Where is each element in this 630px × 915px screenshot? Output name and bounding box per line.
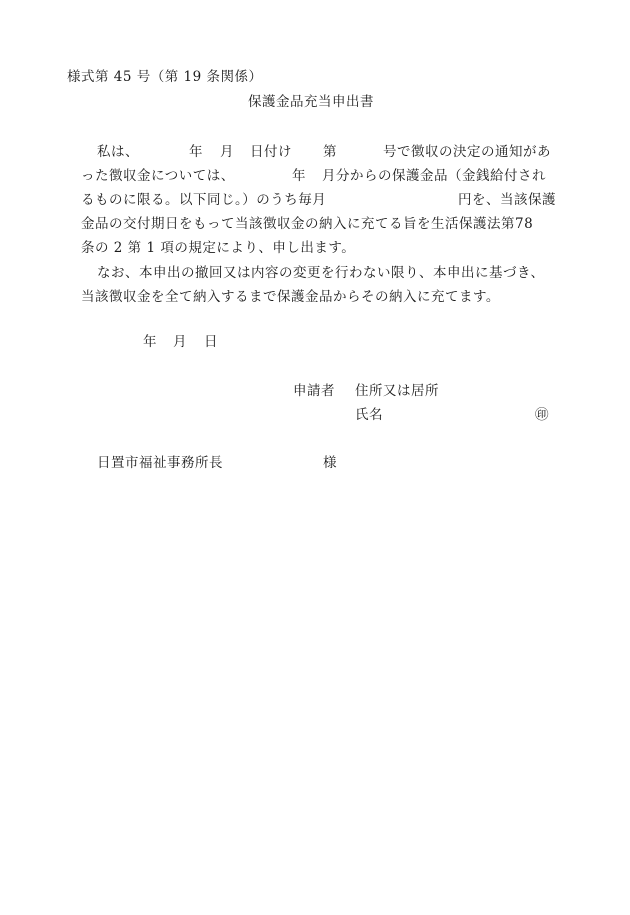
- body-text: るものに限る。以下同じ。）のうち毎月: [81, 192, 327, 208]
- body-text: 当該徴収金を全て納入するまで保護金品からその納入に充てます。: [81, 289, 500, 305]
- year-label: 年: [189, 144, 203, 160]
- seal-mark: ㊞: [535, 407, 549, 423]
- document-title: 保護金品充当申出書: [248, 94, 374, 110]
- body-text: 円を、当該保護: [458, 192, 556, 208]
- date-year-label: 年: [143, 334, 157, 350]
- addressee-office: 日置市福祉事務所長: [97, 455, 223, 471]
- body-text: 金品の交付期日をもって当該徴収金の納入に充てる旨を生活保護法第78: [81, 216, 534, 232]
- applicant-label: 申請者: [293, 383, 335, 399]
- body-text: った徴収金については、: [81, 168, 235, 184]
- body-text: 私は、: [97, 144, 139, 160]
- body-text: 条の 2 第 1 項の規定により、申し出ます。: [81, 240, 356, 256]
- body-text: なお、本申出の撤回又は内容の変更を行わない限り、本申出に基づき、: [97, 265, 545, 281]
- body-text: 第: [323, 144, 337, 160]
- body-text: 日付け: [250, 144, 292, 160]
- date-month-label: 月: [173, 334, 187, 350]
- addressee-honorific: 様: [323, 455, 337, 471]
- month-label: 月: [220, 144, 234, 160]
- body-text: 号で徴収の決定の通知があ: [383, 144, 551, 160]
- body-text: 月分からの保護金品（金銭給付され: [322, 168, 546, 184]
- year-label: 年: [292, 168, 306, 184]
- address-label: 住所又は居所: [355, 383, 439, 399]
- name-label: 氏名: [355, 407, 383, 423]
- form-number: 様式第 45 号（第 19 条関係）: [67, 69, 263, 85]
- date-day-label: 日: [204, 334, 218, 350]
